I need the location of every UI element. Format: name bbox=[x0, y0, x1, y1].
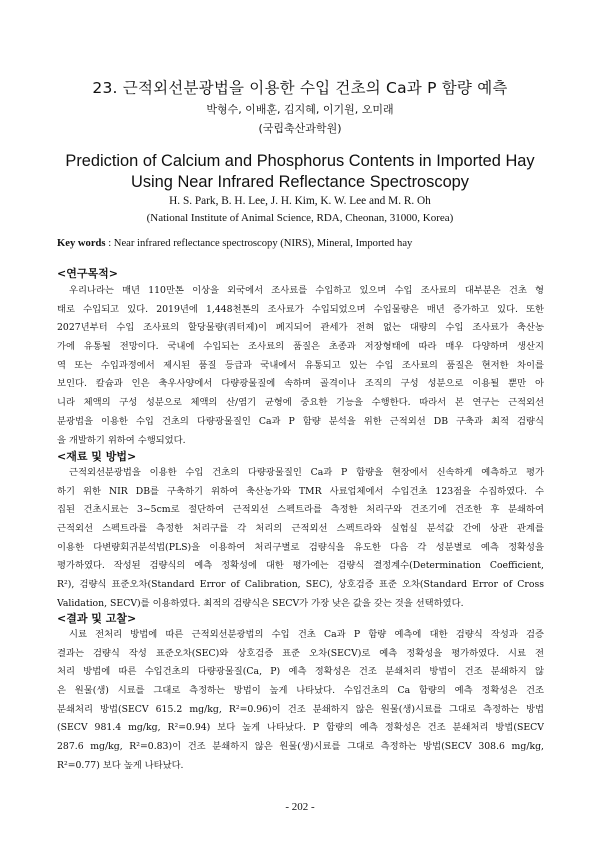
paragraph-line: Validation, SECV)를 이용하였다. 최적의 검량식은 SECV가 가장 낮은 값을 갖는 것을 선택하였다. bbox=[57, 597, 464, 609]
section-body-results bbox=[57, 626, 544, 776]
paragraph-line: 우리나라는 매년 110만톤 이상을 외국에서 조사료를 수입하고 있으며 수입 조사료의 대부분은 건초 형 bbox=[69, 285, 544, 296]
paragraph-line: 하기 위한 NIR DB를 구축하기 위하여 축산농가와 TMR 사료업체에서 수입건초 123점을 수집하였다. 수 bbox=[57, 485, 544, 497]
paragraph-line: 분광법을 이용한 수입 건초의 다량광물질인 Ca과 P 함량 분석을 위한 근적외선 DB 구축과 최적 검량식 bbox=[57, 415, 544, 427]
paragraph-line: 니라 체액의 구성 성분으로 체액의 산/염기 균형에 중요한 기능을 수행한다. 따라서 본 연구는 근적외선 bbox=[57, 397, 544, 409]
section-heading-purpose: <연구목적> bbox=[57, 267, 118, 280]
paragraph-line: 태로 수입되고 있다. 2019년에 1,448천톤의 조사료가 수입되었으며 수입물량은 매년 증가하고 있다. 또한 bbox=[57, 303, 544, 315]
paragraph-line: 평가하였다. 작성된 검량식의 예측 정확성에 대한 평가에는 검량식 결정계수(Determination Coefficient, bbox=[57, 560, 544, 572]
paragraph-line: 287.6 mg/kg, R²=0.83)이 건조 분쇄하지 않은 원물(생)시료를 그대로 측정하는 방법(SECV 308.6 mg/kg, bbox=[57, 741, 544, 753]
english-authors: H. S. Park, B. H. Lee, J. H. Kim, K. W. Lee and M. R. Oh bbox=[169, 195, 431, 207]
english-title bbox=[0, 151, 600, 193]
paragraph-line: 시료 전처리 방법에 따른 근적외선분광법의 수입 건초 Ca과 P 함량 예측에 대한 검량식 작성과 검증 bbox=[69, 629, 544, 640]
english-affiliation: (National Institute of Animal Science, RDA, Cheonan, 31000, Korea) bbox=[146, 212, 454, 224]
english-title-line-2: Using Near Infrared Reflectance Spectroscopy bbox=[131, 173, 469, 191]
paragraph-line: 분쇄처리 방법(SECV 615.2 mg/kg, R²=0.96)이 건조 분쇄하지 않은 원물(생)시료를 그대로 측정하는 방법 bbox=[57, 703, 544, 715]
paragraph-line: 은 원물(생) 시료를 그대로 측정하는 방법이 높게 나타났다. 수입건초의 Ca 함량의 예측 정확성은 건조 bbox=[57, 685, 544, 697]
paragraph-line: 을 개발하기 위하여 수행되었다. bbox=[57, 434, 186, 446]
paragraph-line: 근적외선 스펙트라를 측정한 처리구를 각 처리의 근적외선 스펙트라와 실험실 분석값 간에 상관 관계를 bbox=[57, 523, 544, 535]
paragraph-line: 결과는 검량식 작성 표준오차(SEC)와 상호검증 표준 오차(SECV)로 예측 정확성을 평가하였다. 시료 전 bbox=[57, 647, 544, 659]
korean-authors: 박형수, 이배훈, 김지혜, 이기원, 오미래 bbox=[206, 103, 394, 116]
paragraph-line: R²), 검량식 표준오차(Standard Error of Calibration, SEC), 상호검증 표준 오차(Standard Error of Cross bbox=[57, 579, 544, 591]
section-heading-methods: <재료 및 방법> bbox=[57, 450, 137, 463]
keywords bbox=[57, 238, 557, 249]
paragraph-line: 2027년부터 수입 조사료의 할당물량(쿼터제)이 폐지되어 관세가 전혀 없는 대량의 수입 조사료가 축산농 bbox=[57, 322, 544, 334]
paragraph-line: 집된 건초시료는 3~5cm로 절단하여 근적외선 스펙트라를 측정한 처리구와 건조기에 건조한 후 분쇄하여 bbox=[57, 504, 544, 516]
paragraph-line: R²=0.77) 보다 높게 나타났다. bbox=[57, 759, 184, 771]
page-number: - 202 - bbox=[285, 801, 315, 813]
paragraph-line: 처리 방법에 따른 수입건초의 다량광물질(Ca, P) 예측 정확성은 건조 분쇄처리 방법이 건조 분쇄하지 않 bbox=[57, 666, 544, 678]
paragraph-line: 보인다. 칼슘과 인은 축우사양에서 다량광물질에 속하며 골격이나 조직의 구성 성분으로 이용될 뿐만 아 bbox=[57, 378, 544, 390]
korean-title: 23. 근적외선분광법을 이용한 수입 건초의 Ca과 P 함량 예측 bbox=[92, 79, 508, 97]
english-title-line-1: Prediction of Calcium and Phosphorus Contents in Imported Hay bbox=[65, 152, 535, 170]
paragraph-line: (SECV 981.4 mg/kg, R²=0.94) 보다 높게 나타났다. P 함량의 예측 정확성은 건조 분쇄처리 방법(SECV bbox=[57, 722, 544, 734]
keywords-label: Key words bbox=[57, 238, 106, 249]
korean-affiliation: (국립축산과학원) bbox=[258, 122, 342, 135]
paragraph-line: 가에 유통될 전망이다. 국내에 수입되는 조사료의 품질은 초종과 저장형태에 따라 매우 다양하며 생산지 bbox=[57, 341, 544, 353]
paragraph-line: 이용한 다변량회귀분석법(PLS)을 이용하여 처리구별로 검량식을 유도한 다음 각 성분별로 예측 정확성을 bbox=[57, 541, 544, 553]
keywords-text: : Near infrared reflectance spectroscopy (NIRS), Mineral, Imported hay bbox=[105, 238, 413, 249]
section-heading-results: <결과 및 고찰> bbox=[57, 612, 137, 625]
section-body-purpose bbox=[57, 282, 544, 450]
paragraph-line: 근적외선분광법을 이용한 수입 건초의 다량광물질인 Ca과 P 함량을 현장에서 신속하게 예측하고 평가 bbox=[69, 467, 544, 478]
section-body-methods bbox=[57, 464, 544, 614]
paragraph-line: 역 또는 수입과정에서 제시된 품질 등급과 국내에서 유통되고 있는 수입 조사료의 품질은 현저한 차이를 bbox=[57, 359, 544, 371]
